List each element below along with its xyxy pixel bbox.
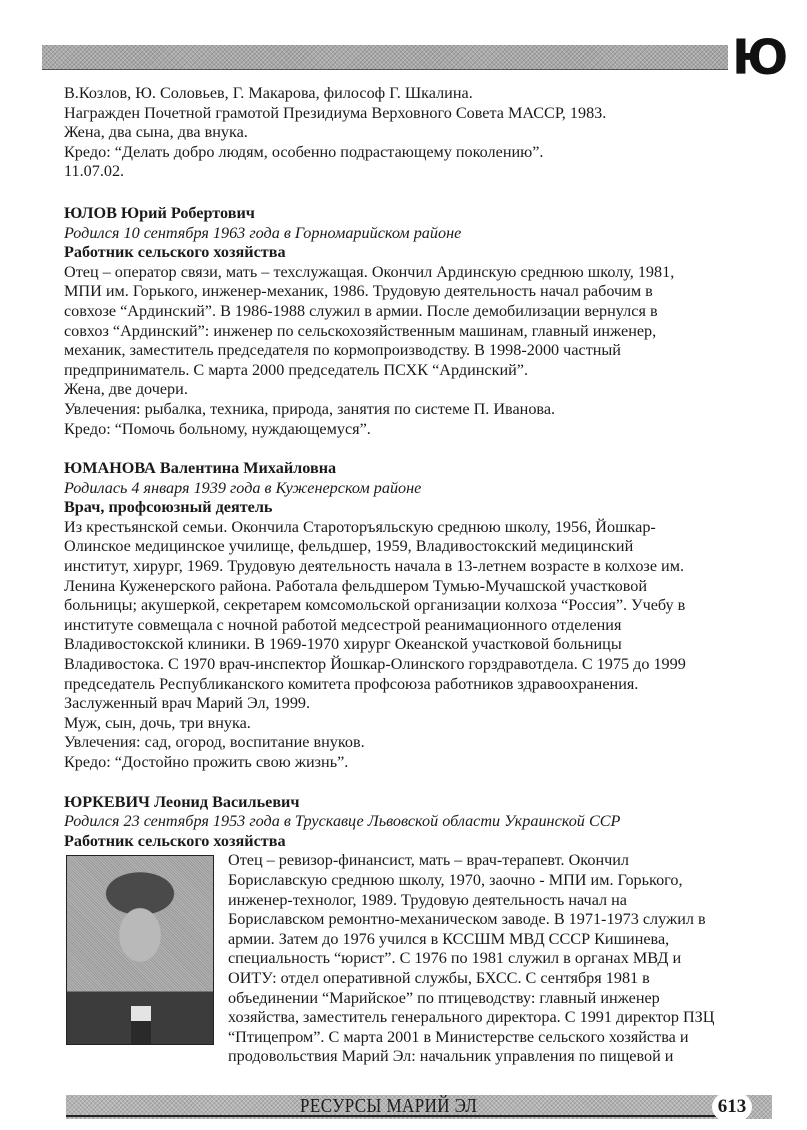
footer-title: РЕСУРСЫ МАРИЙ ЭЛ (300, 1095, 478, 1117)
text-line: Муж, сын, дочь, три внука. (64, 713, 251, 732)
text-line: В.Козлов, Ю. Соловьев, Г. Макарова, философ Г. Шкалина. (64, 84, 473, 102)
biography-text (228, 851, 784, 1067)
text-line: ОИТУ: отдел оперативной службы, БХСС. С сентября 1981 в (228, 968, 650, 987)
text-line: Бориславскую среднюю школу, 1970, заочно - МПИ им. Горького, (228, 870, 683, 889)
text-line: МПИ им. Горького, инженер-механик, 1986. Трудовую деятельность начал рабочим в (64, 282, 653, 301)
biography-text (64, 518, 784, 773)
text-line: институт, хирург, 1969. Трудовую деятельность начала в 13-летнем возрасте в колхозе им. (64, 557, 685, 576)
text-line: предприниматель. С марта 2000 председатель ПСХК “Ардинский”. (64, 360, 528, 379)
continuation-text (64, 84, 784, 182)
surname: ЮМАНОВА (64, 459, 156, 478)
biography-entry (64, 459, 784, 773)
given-names: Юрий Робертович (120, 203, 255, 222)
text-line: Увлечения: рыбалка, техника, природа, занятия по системе П. Иванова. (64, 399, 556, 418)
text-line: хозяйства, заместитель генерального директора. С 1991 директор ПЗЦ (228, 1008, 715, 1027)
person-name (64, 459, 784, 479)
text-line: Владивостока. С 1970 врач-инспектор Йошкар-Олинского горздравотдела. С 1975 до 1999 (64, 655, 686, 674)
text-line: инженер-технолог, 1989. Трудовую деятельность начал на (228, 890, 627, 909)
text-line: Бориславском ремонтно-механическом заводе. В 1971-1973 служил в (228, 910, 706, 929)
text-line: Олинское медицинское училище, фельдшер, 1959, Владивостокский медицинский (64, 537, 634, 556)
text-line: Отец – оператор связи, мать – техслужащая. Окончил Ардинскую среднюю школу, 1981, (64, 262, 675, 281)
biography-with-photo (64, 851, 784, 1067)
profession: Врач, профсоюзный деятель (64, 498, 273, 517)
text-line: “Птицепром”. С марта 2001 в Министерстве сельского хозяйства и (228, 1027, 689, 1046)
text-line: Отец – ревизор-финансист, мать – врач-терапевт. Окончил (228, 851, 629, 870)
profession: Работник сельского хозяйства (64, 831, 286, 850)
given-names: Леонид Васильевич (153, 792, 300, 811)
birth-info: Родился 10 сентября 1963 года в Горномарийском районе (64, 223, 462, 242)
text-line: Владивостокской клиники. В 1969-1970 хирург Океанской участковой больницы (64, 635, 622, 654)
biography-entry (64, 793, 784, 1067)
text-line: институте совмещала с ночной работой медсестрой реанимационного отделения (64, 615, 622, 634)
text-line: Кредо: “Делать добро людям, особенно подрастающему поколению”. (64, 142, 544, 161)
text-line: больницы; акушеркой, секретарем комсомольской организации колхоза “Россия”. Учебу в (64, 596, 686, 615)
birth-info: Родился 23 сентября 1953 года в Трускавце Львовской области Украинской ССР (64, 812, 621, 831)
person-name (64, 204, 784, 224)
text-line: Кредо: “Помочь больному, нуждающемуся”. (64, 419, 371, 438)
text-line: продовольствия Марий Эл: начальник управления по пищевой и (228, 1047, 674, 1066)
section-letter: Ю (732, 30, 788, 86)
text-line: Награжден Почетной грамотой Президиума Верховного Совета МАССР, 1983. (64, 103, 607, 122)
text-line: Увлечения: сад, огород, воспитание внуков. (64, 733, 365, 752)
profession: Работник сельского хозяйства (64, 243, 286, 262)
biography-text (64, 263, 784, 439)
text-line: совхозе “Ардинский”. В 1986-1988 служил в армии. После демобилизации вернулся в (64, 301, 658, 320)
text-line: Кредо: “Достойно прожить свою жизнь”. (64, 753, 349, 771)
biography-entry (64, 204, 784, 439)
text-line: Ленина Куженерского района. Работала фельдшером Тумью-Мучашской участковой (64, 576, 647, 595)
text-line: механик, заместитель председателя по кормопроизводству. В 1998-2000 частный (64, 341, 621, 360)
text-line: объединении “Марийское” по птицеводству: главный инженер (228, 988, 660, 1007)
text-line: Жена, две дочери. (64, 380, 188, 399)
text-line: Из крестьянской семьи. Окончила Староторъяльскую среднюю школу, 1956, Йошкар- (64, 517, 656, 536)
text-line: Заслуженный врач Марий Эл, 1999. (64, 694, 311, 713)
text-line: специальность “юрист”. С 1976 по 1981 служил в органах МВД и (228, 949, 682, 968)
page-content (64, 84, 784, 1067)
page-number: 613 (712, 1091, 752, 1123)
given-names: Валентина Михайловна (159, 459, 337, 478)
text-line: совхоз “Ардинский”: инженер по сельскохозяйственным машинам, главный инженер, (64, 321, 657, 340)
surname: ЮЛОВ (64, 203, 117, 222)
text-line: Жена, два сына, два внука. (64, 123, 248, 142)
portrait-tie-detail (131, 1006, 151, 1044)
surname: ЮРКЕВИЧ (64, 792, 150, 811)
text-line: армии. Затем до 1976 учился в КССШМ МВД СССР Кишинева, (228, 929, 670, 948)
text-line: председатель Республиканского комитета профсоюза работников здравоохранения. (64, 674, 639, 693)
text-line: 11.07.02. (64, 162, 125, 181)
person-name (64, 793, 784, 813)
portrait-photo (66, 855, 214, 1045)
birth-info: Родилась 4 января 1939 года в Куженерском районе (64, 478, 422, 497)
section-header-bar (42, 45, 728, 70)
